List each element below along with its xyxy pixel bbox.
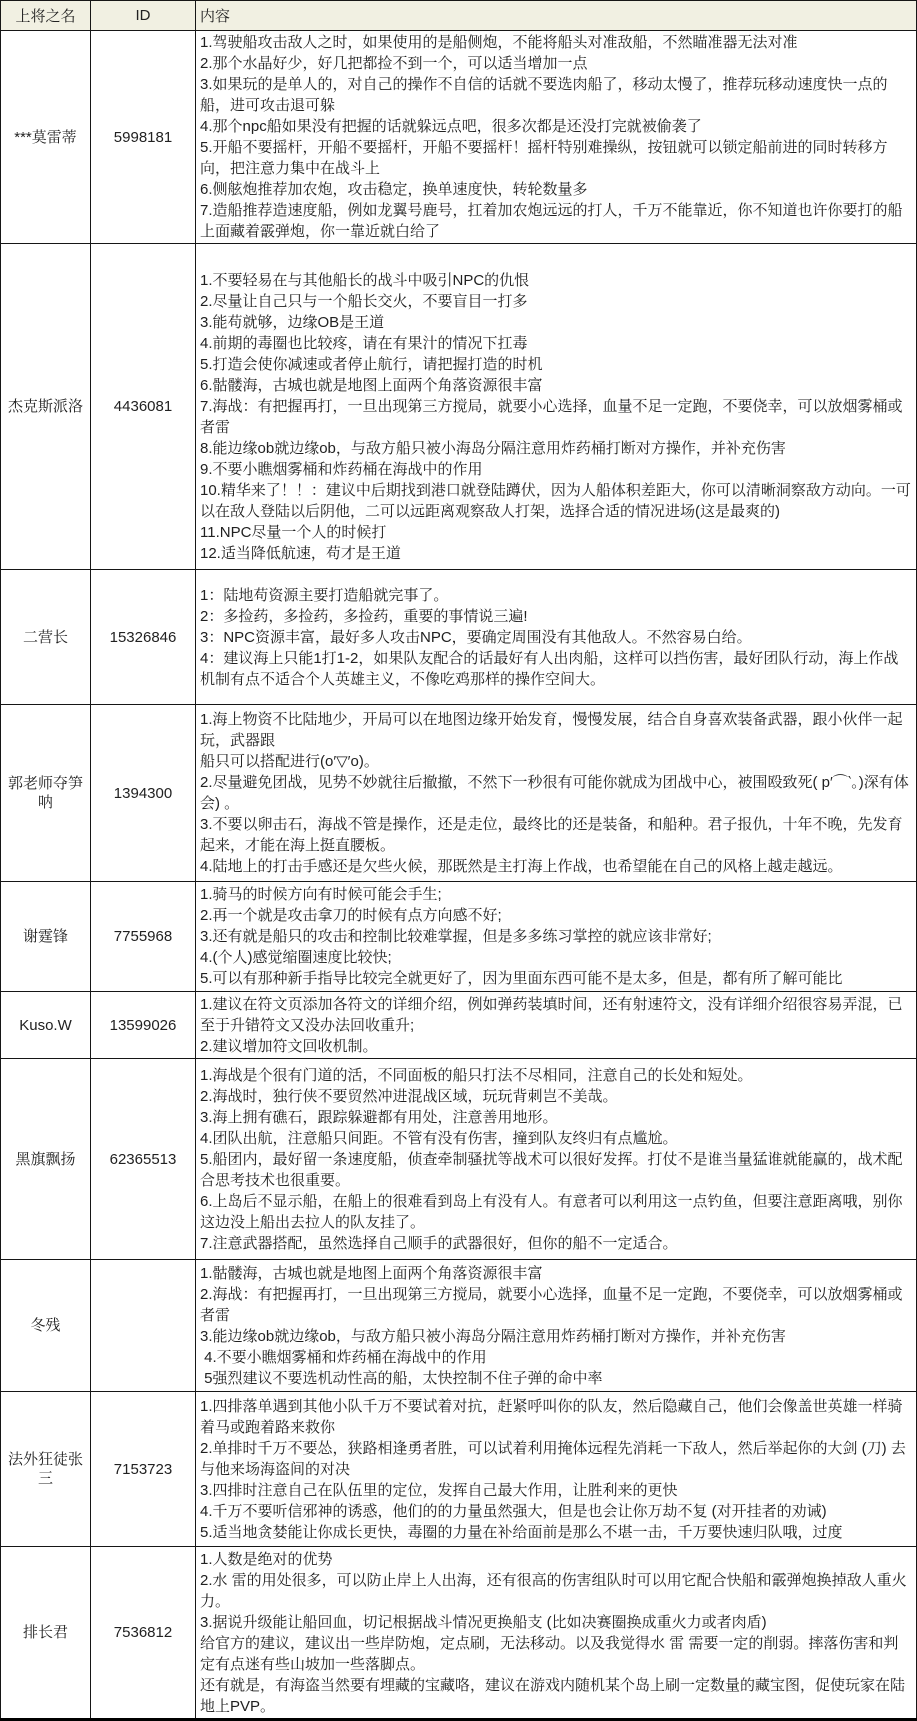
content-cell (196, 31, 917, 244)
id-cell: 7153723 (91, 1392, 196, 1547)
content-line: 7.造船推荐造速度船，例如龙翼号鹿号，扛着加农炮远远的打人，千万不能靠近，你不知道也许你要打的船上面藏着霰弹炮，你一靠近就白给了 (200, 202, 903, 240)
table-body (1, 31, 917, 1720)
content-line: 6.上岛后不显示船，在船上的很难看到岛上有没有人。有意者可以利用这一点钓鱼，但要注意距离哦，别你这边没上船出去拉人的队友挂了。 (200, 1192, 903, 1231)
table-row (1, 1547, 917, 1720)
content-line: 2.尽量让自己只与一个船长交火，不要盲目一打多 (200, 293, 528, 310)
content-line: 4.(个人)感觉缩圈速度比较快; (200, 949, 392, 966)
id-cell: 5998181 (91, 31, 196, 244)
content-cell (196, 570, 917, 705)
content-line: 3.还有就是船只的攻击和控制比较难掌握，但是多多练习掌控的就应该非常好; (200, 928, 712, 945)
header-content: 内容 (196, 1, 917, 31)
content-line: 给官方的建议，建议出一些岸防炮，定点刷，无法移动。以及我觉得水 雷 需要一定的削弱。摔落伤害和判定有点迷有些山坡加一些落脚点。 (200, 1634, 899, 1673)
content-line: 3.海上拥有礁石，跟踪躲避都有用处，注意善用地形。 (200, 1108, 558, 1126)
admiral-name-cell: 杰克斯派洛 (1, 244, 91, 570)
admiral-name-cell: 法外狂徒张三 (1, 1392, 91, 1547)
admiral-name-cell: 二营长 (1, 570, 91, 705)
content-line: 5.船团内，最好留一条速度船，侦查牵制骚扰等战术可以很好发挥。打仗不是谁当量猛谁就能赢的，战术配合思考技术也很重要。 (200, 1150, 903, 1189)
content-line: 2.水 雷的用处很多，可以防止岸上人出海，还有很高的伤害组队时可以用它配合快船和霰弹炮换掉敌人重火力。 (200, 1571, 907, 1610)
content-line: 1.驾驶船攻击敌人之时，如果使用的是船侧炮，不能将船头对准敌船，不然瞄准器无法对准 (200, 34, 798, 51)
content-line: 船只可以搭配进行(o′▽′o)。 (200, 753, 379, 770)
content-line: 5.适当地贪婪能让你成长更快，毒圈的力量在补给面前是那么不堪一击，千万要快速归队哦，过度 (200, 1523, 843, 1541)
table-row (1, 31, 917, 244)
content-cell (196, 992, 917, 1059)
content-line: 10.精华来了！！：建议中后期找到港口就登陆蹲伏，因为人船体积差距大，你可以清晰洞察敌方动向。一可以在敌人登陆以后阴他，二可以远距离观察敌人打架，选择合适的情况进场(这是最爽的) (200, 482, 911, 520)
content-cell (196, 1547, 917, 1720)
id-cell: 13599026 (91, 992, 196, 1059)
content-line: 4.不要小瞧烟雾桶和炸药桶在海战中的作用 (200, 1348, 487, 1366)
admiral-name-cell: 排长君 (1, 1547, 91, 1720)
content-line: 7.海战：有把握再打，一旦出现第三方搅局，就要小心选择，血量不足一定跑，不要侥幸，可以放烟雾桶或者雷 (200, 398, 903, 436)
content-line: 2.尽量避免团战，见势不妙就往后撤撤，不然下一秒很有可能你就成为团战中心，被围殴致死( p′⌒‵。)深有体会) 。 (200, 774, 909, 812)
content-line: 2.海战：有把握再打，一旦出现第三方搅局，就要小心选择，血量不足一定跑，不要侥幸，可以放烟雾桶或者雷 (200, 1285, 903, 1324)
content-line: 3.据说升级能让船回血，切记根据战斗情况更换船支 (比如决赛圈换成重火力或者肉盾) (200, 1613, 767, 1631)
content-line: 11.NPC尽量一个人的时候打 (200, 524, 387, 541)
content-line: 2：多捡药，多捡药，多捡药，重要的事情说三遍! (200, 607, 528, 625)
content-line: 3.不要以卵击石，海战不管是操作，还是走位，最终比的还是装备，和船种。君子报仇，十年不晚，先发育起来，才能在海上挺直腰板。 (200, 816, 903, 854)
content-line: 2.再一个就是攻击拿刀的时候有点方向感不好; (200, 907, 502, 924)
table-row (1, 1392, 917, 1547)
content-line (200, 249, 912, 270)
admiral-name-cell: Kuso.W (1, 992, 91, 1059)
content-line: 4.团队出航，注意船只间距。不管有没有伤害，撞到队友终归有点尴尬。 (200, 1129, 678, 1147)
content-line: 1.海上物资不比陆地少，开局可以在地图边缘开始发育，慢慢发展，结合自身喜欢装备武器，跟小伙伴一起玩，武器跟 (200, 711, 903, 749)
content-line: 5.打造会使你减速或者停止航行，请把握打造的时机 (200, 356, 543, 373)
content-line: 4.前期的毒圈也比较疼，请在有果汁的情况下扛毒 (200, 335, 528, 352)
content-line: 9.不要小瞧烟雾桶和炸药桶在海战中的作用 (200, 461, 483, 478)
id-cell: 15326846 (91, 570, 196, 705)
content-line: 5强烈建议不要选机动性高的船，太快控制不住子弹的命中率 (200, 1369, 603, 1387)
content-line: 1.建议在符文页添加各符文的详细介绍，例如弹药装填时间，还有射速符文，没有详细介绍很容易弄混，已至于升错符文又没办法回收重升; (200, 995, 903, 1034)
content-line: 7.注意武器搭配，虽然选择自己顺手的武器很好，但你的船不一定适合。 (200, 1234, 678, 1252)
table-row (1, 882, 917, 992)
id-cell (91, 1260, 196, 1392)
content-line: 2.单排时千万不要怂，狭路相逢勇者胜，可以试着利用掩体远程先消耗一下敌人，然后举起你的大剑 (刀) 去与他来场海盗间的对决 (200, 1439, 906, 1478)
content-line: 3.四排时注意自己在队伍里的定位，发挥自己最大作用，让胜利来的更快 (200, 1481, 678, 1499)
id-cell: 62365513 (91, 1059, 196, 1260)
content-line: 1.人数是绝对的优势 (200, 1550, 333, 1568)
content-line: 4.千万不要听信邪神的诱惑，他们的的力量虽然强大，但是也会让你万劫不复 (对开挂者的劝诫) (200, 1502, 827, 1520)
content-line: 1.骷髅海，古城也就是地图上面两个角落资源很丰富 (200, 1264, 543, 1282)
content-line: 3.能边缘ob就边缘ob，与敌方船只被小海岛分隔注意用炸药桶打断对方操作，并补充伤害 (200, 1327, 786, 1345)
table-row (1, 1260, 917, 1392)
content-line: 8.能边缘ob就边缘ob，与敌方船只被小海岛分隔注意用炸药桶打断对方操作，并补充伤害 (200, 440, 786, 457)
table-row (1, 570, 917, 705)
table-row (1, 1059, 917, 1260)
content-line: 6.侧舷炮推荐加农炮，攻击稳定，换单速度快，转轮数量多 (200, 181, 588, 198)
table-row (1, 705, 917, 882)
content-cell (196, 705, 917, 882)
content-cell (196, 1059, 917, 1260)
content-cell (196, 1260, 917, 1392)
content-line: 1.骑马的时候方向有时候可能会手生; (200, 886, 442, 903)
content-line: 6.骷髅海，古城也就是地图上面两个角落资源很丰富 (200, 377, 543, 394)
table-row (1, 244, 917, 570)
content-line: 12.适当降低航速，苟才是王道 (200, 545, 401, 562)
id-cell: 7536812 (91, 1547, 196, 1720)
content-line: 1.四排落单遇到其他小队千万不要试着对抗，赶紧呼叫你的队友，然后隐藏自己，他们会像盖世英雄一样骑着马或跑着路来救你 (200, 1397, 903, 1436)
content-line: 5.可以有那种新手指导比较完全就更好了，因为里面东西可能不是太多，但是，都有所了解可能比 (200, 970, 843, 987)
table-row (1, 992, 917, 1059)
content-line: 3.如果玩的是单人的，对自己的操作不自信的话就不要选肉船了，移动太慢了，推荐玩移动速度快一点的船，进可攻击退可躲 (200, 76, 888, 114)
content-cell (196, 244, 917, 570)
id-cell: 1394300 (91, 705, 196, 882)
admiral-name-cell: 郭老师夺笋呐 (1, 705, 91, 882)
content-line: 2.建议增加符文回收机制。 (200, 1037, 378, 1055)
header-admiral-name: 上将之名 (1, 1, 91, 31)
admiral-name-cell: 黑旗飘扬 (1, 1059, 91, 1260)
content-line: 2.海战时，独行侠不要贸然冲进混战区域，玩玩背刺岂不美哉。 (200, 1087, 618, 1105)
admiral-name-cell: ***莫雷蒂 (1, 31, 91, 244)
content-cell (196, 882, 917, 992)
id-cell: 4436081 (91, 244, 196, 570)
content-line: 3.能苟就够，边缘OB是王道 (200, 314, 385, 331)
content-line: 1：陆地苟资源主要打造船就完事了。 (200, 586, 449, 604)
admiral-name-cell: 冬残 (1, 1260, 91, 1392)
content-line: 1.不要轻易在与其他船长的战斗中吸引NPC的仇恨 (200, 272, 530, 289)
content-line: 4.陆地上的打击手感还是欠些火候，那既然是主打海上作战，也希望能在自己的风格上越走越远。 (200, 858, 843, 875)
content-line: 3：NPC资源丰富，最好多人攻击NPC，要确定周围没有其他敌人。不然容易白给。 (200, 628, 752, 646)
content-line: 2.那个水晶好少，好几把都捡不到一个，可以适当增加一点 (200, 55, 588, 72)
content-line: 4：建议海上只能1打1-2，如果队友配合的话最好有人出肉船，这样可以挡伤害，最好团队行动，海上作战机制有点不适合个人英雄主义，不像吃鸡那样的操作空间大。 (200, 649, 899, 688)
content-line: 还有就是，有海盗当然要有埋藏的宝藏咯，建议在游戏内随机某个岛上刷一定数量的藏宝图，促使玩家在陆地上PVP。 (200, 1676, 906, 1715)
header-id: ID (91, 1, 196, 31)
content-line: 4.那个npc船如果没有把握的话就躲远点吧，很多次都是还没打完就被偷袭了 (200, 118, 702, 135)
content-line: 5.开船不要摇杆，开船不要摇杆，开船不要摇杆！摇杆特别难操纵，按钮就可以锁定船前进的同时转移方向，把注意力集中在战斗上 (200, 139, 888, 177)
content-line: 1.海战是个很有门道的活，不同面板的船只打法不尽相同，注意自己的长处和短处。 (200, 1066, 753, 1084)
content-cell (196, 1392, 917, 1547)
header-row (1, 1, 917, 31)
admiral-name-cell: 谢霆锋 (1, 882, 91, 992)
id-cell: 7755968 (91, 882, 196, 992)
